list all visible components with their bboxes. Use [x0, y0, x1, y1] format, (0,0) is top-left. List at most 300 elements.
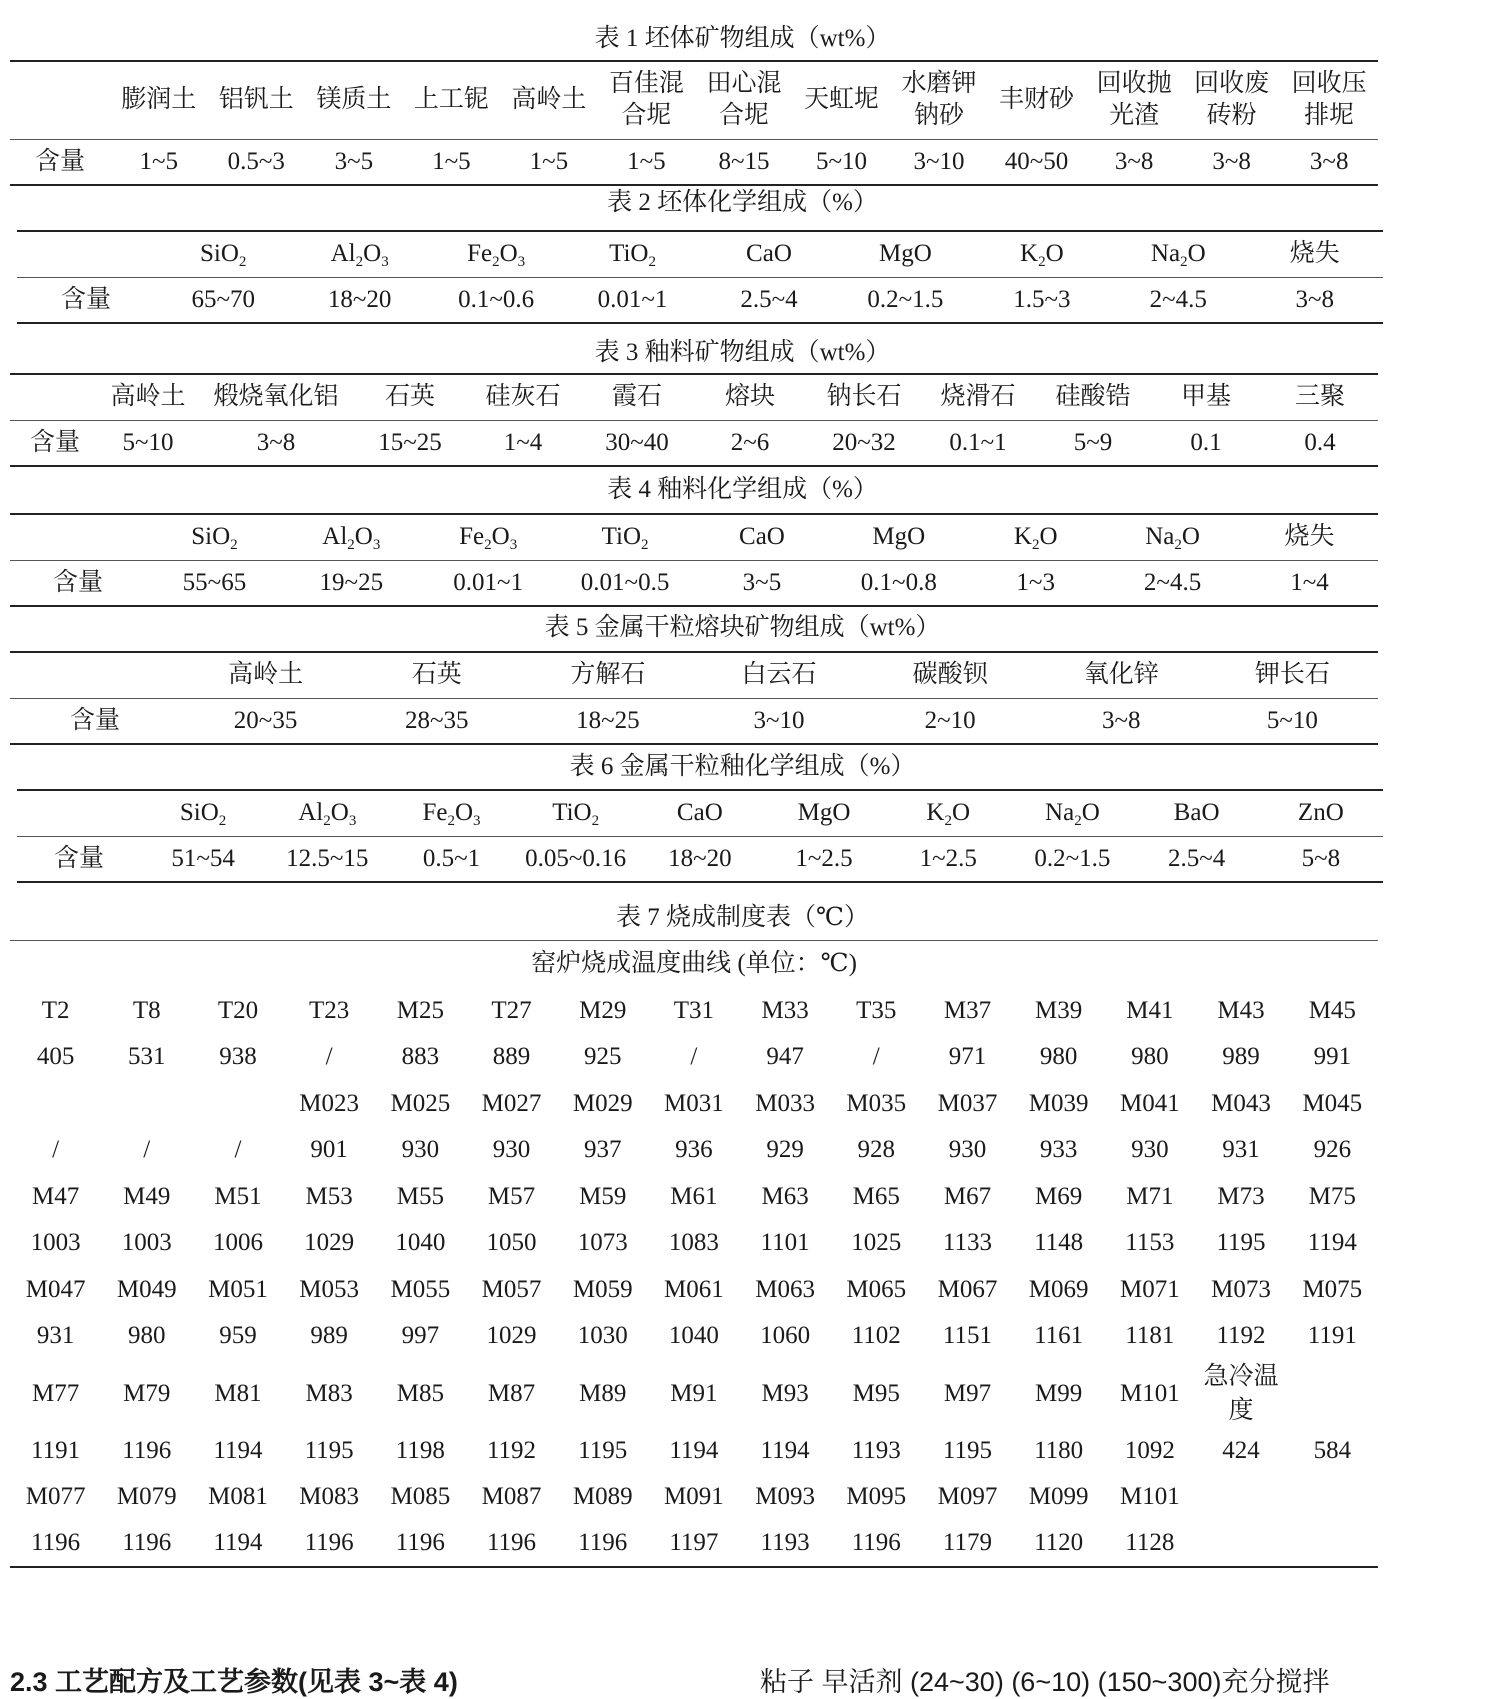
header-line: 合坭: [718, 102, 769, 130]
table7-cell: 405: [36, 1043, 75, 1071]
table7-cell: 584: [1313, 1436, 1352, 1464]
table7-cell: M057: [481, 1275, 542, 1303]
t1-header-cell: [208, 61, 306, 139]
t3-header-cell: 钠长石: [826, 383, 902, 411]
table7-cell: T2: [41, 996, 70, 1024]
table7-cell: /: [325, 1043, 333, 1071]
formula-subscript: 2: [1074, 813, 1082, 830]
table7-cell: M39: [1035, 996, 1083, 1024]
table7-cell: M53: [305, 1182, 353, 1210]
t1-header-cell: [1085, 61, 1183, 139]
table7-cell: M85: [396, 1379, 444, 1407]
header-line: ZnO: [1297, 799, 1344, 827]
t1-value-cell: 0.5~3: [227, 147, 285, 175]
t1-value-cell: 1~5: [432, 147, 471, 175]
table7-cell: M089: [572, 1483, 633, 1511]
t2-header-cell: [291, 231, 427, 277]
table7-cell: 1073: [577, 1229, 628, 1257]
t3-header-cell: 硅酸锆: [1055, 383, 1131, 411]
header-line: 镁质土: [316, 86, 392, 114]
t6-header-cell: [514, 790, 638, 836]
table6-caption: 表 6 金属干粒釉化学组成（%）: [569, 753, 916, 780]
formula-subscript: 2: [347, 537, 355, 554]
table7-cell: M89: [579, 1379, 627, 1407]
table7: [10, 940, 1378, 1568]
t3-header-cell: 硅灰石: [485, 383, 561, 411]
table7-cell: M033: [755, 1089, 815, 1117]
table7-cell: M91: [670, 1379, 718, 1407]
table2-caption: 表 2 坯体化学组成（%）: [607, 189, 878, 216]
table7-cell: M065: [846, 1275, 907, 1303]
table2-corner: [17, 231, 155, 277]
table7-cell: 930: [401, 1136, 440, 1164]
table7-cell: M023: [299, 1089, 360, 1117]
table7-cell: M71: [1126, 1182, 1174, 1210]
table6-row-label: 含量: [53, 844, 104, 872]
formula-part: O: [220, 240, 239, 268]
t4-header-cell: [283, 514, 420, 560]
t4-header-cell: [1104, 514, 1241, 560]
header-line: CaO: [676, 799, 723, 827]
table7-cell: 1148: [1034, 1229, 1084, 1257]
table7-cell: M093: [755, 1483, 815, 1511]
t2-header-cell: [155, 231, 291, 277]
table7-cell: M045: [1302, 1089, 1363, 1117]
table7-cell: M83: [305, 1379, 353, 1407]
table7-cell: 1050: [486, 1229, 537, 1257]
table7-cell: 1194: [1307, 1229, 1357, 1257]
table7-cell: M73: [1217, 1182, 1265, 1210]
t6-header-cell: [389, 790, 513, 836]
table7-cell: 991: [1313, 1043, 1352, 1071]
t2-header-cell: [428, 231, 564, 277]
formula-part: Na: [1145, 523, 1175, 551]
table7-cell: M067: [937, 1275, 998, 1303]
t1-header-cell: [695, 61, 793, 139]
t3-value-cell: 30~40: [605, 428, 669, 456]
t3-value-cell: 0.4: [1304, 428, 1336, 456]
t5-value-cell: 28~35: [404, 706, 469, 734]
header-line: CaO: [739, 523, 785, 551]
header-line: 光渣: [1109, 102, 1160, 130]
table7-cell: 989: [1222, 1043, 1260, 1071]
t3-header-cell: 石英: [384, 383, 435, 411]
t6-header-cell: [638, 790, 762, 836]
formula-subscript: 2: [484, 537, 492, 554]
table7-cell: 937: [583, 1136, 622, 1164]
table7-cell: M027: [481, 1089, 542, 1117]
table7-row: [10, 988, 1378, 1035]
formula-subscript: 2: [238, 254, 247, 271]
table7-cell: 1192: [486, 1436, 537, 1464]
formula-part: O: [1039, 523, 1058, 551]
table7-cell: M67: [943, 1182, 992, 1210]
t4-header-cell: [694, 514, 831, 560]
formula-subscript: 2: [355, 254, 364, 271]
table7-cell: M33: [761, 996, 809, 1024]
table7-cell: 980: [128, 1322, 166, 1350]
formula-part: Ti: [609, 240, 631, 268]
table6-corner: [17, 790, 141, 836]
header-line: MgO: [797, 799, 851, 827]
t4-value-cell: 3~5: [742, 568, 782, 596]
table7-row: [10, 1267, 1378, 1314]
table7-cell: 980: [1131, 1043, 1169, 1071]
formula-part: O: [1181, 523, 1200, 551]
header-line: 烧失: [1284, 523, 1335, 551]
t2-value-cell: 65~70: [191, 285, 255, 313]
table7-cell: [1195, 1474, 1286, 1521]
table7-cell: T20: [217, 996, 259, 1024]
t6-header-cell: [1135, 790, 1259, 836]
table7-cell: 1196: [122, 1529, 172, 1557]
t4-value-cell: 0.01~1: [453, 568, 524, 596]
table7-cell: 947: [766, 1043, 804, 1071]
table7-cell: /: [872, 1043, 880, 1071]
table7-cell: 1194: [213, 1436, 263, 1464]
table7-cell: M029: [572, 1089, 633, 1117]
table7-cell: M25: [396, 996, 444, 1024]
table7-cell: [1287, 1360, 1378, 1428]
t6-value-cell: 5~8: [1301, 844, 1341, 872]
table7-cell: 901: [310, 1136, 348, 1164]
t2-value-cell: 1.5~3: [1013, 285, 1071, 313]
footer-left: 2.3 工艺配方及工艺参数(见表 3~表 4): [10, 1667, 458, 1697]
table7-cell: 1193: [851, 1436, 901, 1464]
t4-value-cell: 1~3: [1016, 568, 1055, 596]
table7-cell: M073: [1211, 1275, 1271, 1303]
table7-cell: 1180: [1034, 1436, 1084, 1464]
table7-cell: 980: [1039, 1043, 1078, 1071]
table7-cell: 1060: [760, 1322, 811, 1350]
table1: [10, 60, 1378, 186]
table7-cell: 1030: [577, 1322, 628, 1350]
table7-cell: M59: [579, 1182, 627, 1210]
t3-value-cell: 20~32: [832, 428, 896, 456]
t4-header-cell: [557, 514, 694, 560]
table7-cell: 1195: [1216, 1229, 1266, 1257]
table7-cell: 1025: [851, 1229, 902, 1257]
formula-part: O: [630, 240, 649, 268]
t3-value-cell: 5~10: [122, 428, 174, 456]
table7-cell: 1195: [578, 1436, 628, 1464]
t1-header-cell: [305, 61, 403, 139]
table7-cell: 931: [1222, 1136, 1260, 1164]
table5-corner: [10, 652, 180, 698]
formula-part: O: [200, 799, 219, 827]
table7-cell: M61: [670, 1182, 718, 1210]
table7-cell: 931: [36, 1322, 75, 1350]
table3-caption: 表 3 釉料矿物组成（wt%）: [594, 339, 891, 366]
t1-value-cell: 3~8: [1114, 147, 1154, 175]
t1-header-cell: [598, 61, 696, 139]
formula-part: K: [926, 799, 945, 827]
formula-subscript: 2: [492, 254, 500, 271]
formula-part: O: [1045, 240, 1064, 268]
table5-caption: 表 5 金属干粒熔块矿物组成（wt%）: [544, 614, 941, 641]
header-line: 天虹坭: [803, 86, 879, 114]
table7-cell: 997: [401, 1322, 440, 1350]
table7-cell: M061: [664, 1275, 724, 1303]
table7-cell: M059: [572, 1275, 633, 1303]
table7-cell: M87: [487, 1379, 536, 1407]
table4-row-label: 含量: [52, 568, 103, 596]
table7-cell: M079: [116, 1483, 177, 1511]
formula-subscript: 3: [348, 813, 357, 830]
table7-cell: 1196: [486, 1529, 537, 1557]
t3-value-cell: 2~6: [730, 428, 770, 456]
table7-cell: M075: [1302, 1275, 1363, 1303]
table7-cell: 971: [948, 1043, 987, 1071]
table7-row: [10, 1313, 1378, 1360]
table7-cell: M097: [937, 1483, 998, 1511]
table7-cell: M75: [1308, 1182, 1356, 1210]
formula-part: O: [951, 799, 971, 827]
table7-cell: 1194: [760, 1436, 810, 1464]
table7-cell: 1003: [121, 1229, 172, 1257]
formula-subscript: 3: [517, 254, 526, 271]
table7-cell: M29: [579, 996, 627, 1024]
t6-header-cell: [886, 790, 1010, 836]
table7-cell: 1133: [942, 1229, 992, 1257]
t3-value-cell: 0.1: [1190, 428, 1222, 456]
formula-subscript: 3: [473, 813, 481, 830]
t1-header-cell: [1280, 61, 1378, 139]
table2: [17, 230, 1383, 324]
formula-subscript: 3: [381, 254, 389, 271]
t5-header-cell: 高岭土: [228, 661, 304, 689]
header-line: 回收抛: [1096, 70, 1172, 98]
table7-cell: 1192: [1216, 1322, 1266, 1350]
table7-row: [10, 1034, 1378, 1081]
table7-cell: M025: [390, 1089, 451, 1117]
t5-header-cell: 碳酸钡: [912, 661, 988, 689]
table7-cell: M041: [1119, 1089, 1180, 1117]
table7-cell: 1083: [668, 1229, 719, 1257]
t2-value-cell: 2.5~4: [740, 285, 798, 313]
formula-subscript: 2: [218, 813, 227, 830]
t2-value-cell: 0.01~1: [597, 285, 668, 313]
table7-cell: 1196: [31, 1529, 81, 1557]
table7-cell: M81: [214, 1379, 262, 1407]
table7-row: [10, 1521, 1378, 1568]
t5-value-cell: 20~35: [233, 706, 298, 734]
t4-value-cell: 0.01~0.5: [580, 568, 670, 596]
header-line: 砖粉: [1206, 102, 1257, 130]
t5-value-cell: 5~10: [1266, 706, 1318, 734]
t1-header-cell: [110, 61, 208, 139]
t6-value-cell: 1~2.5: [919, 844, 977, 872]
t6-value-cell: 0.2~1.5: [1034, 844, 1111, 872]
header-line: 烧失: [1289, 240, 1340, 268]
formula-part: Si: [200, 240, 221, 268]
table3-row-label: 含量: [29, 428, 80, 456]
formula-part: O: [622, 523, 642, 551]
formula-part: Ti: [552, 799, 574, 827]
table7-cell: M077: [25, 1483, 86, 1511]
table7-cell: M081: [208, 1483, 268, 1511]
table7-row: [10, 1174, 1378, 1221]
t5-value-cell: 3~10: [753, 706, 805, 734]
table7-cell: M51: [214, 1182, 262, 1210]
t1-value-cell: 1~5: [139, 147, 179, 175]
t6-header-cell: [1010, 790, 1134, 836]
t3-value-cell: 15~25: [378, 428, 442, 456]
t1-value-cell: 40~50: [1004, 147, 1069, 175]
table7-cell: T23: [309, 996, 350, 1024]
table7-cell: 883: [401, 1043, 440, 1071]
table7-cell: 1120: [1034, 1529, 1084, 1557]
table7-cell: M45: [1308, 996, 1356, 1024]
t6-value-cell: 2.5~4: [1167, 844, 1226, 872]
table7-cell: 930: [492, 1136, 531, 1164]
header-line: 排坭: [1304, 102, 1355, 130]
table7-cell: M101: [1119, 1483, 1180, 1511]
table7-cell: M047: [25, 1275, 86, 1303]
t5-value-cell: 3~8: [1102, 706, 1141, 734]
formula-subscript: 2: [1031, 537, 1040, 554]
t1-header-cell: [500, 61, 598, 139]
t2-value-cell: 0.2~1.5: [867, 285, 944, 313]
table7-cell: 1151: [942, 1322, 992, 1350]
t2-value-cell: 2~4.5: [1149, 285, 1207, 313]
table7-cell: M069: [1028, 1275, 1089, 1303]
t3-header-cell: 三聚: [1294, 383, 1345, 411]
t4-value-cell: 1~4: [1290, 568, 1329, 596]
table7-cell: M37: [943, 996, 992, 1024]
formula-part: Fe: [459, 523, 485, 551]
formula-subscript: 2: [944, 813, 952, 830]
formula-subscript: 2: [447, 813, 455, 830]
formula-part: Fe: [467, 240, 493, 268]
header-line: 膨润土: [121, 86, 197, 114]
t3-value-cell: 5~9: [1073, 428, 1113, 456]
formula-subscript: 2: [648, 254, 656, 271]
table7-cell: M031: [664, 1089, 724, 1117]
table7-cell: 424: [1222, 1436, 1260, 1464]
table7-cell: M049: [116, 1275, 177, 1303]
table7-cell: M053: [299, 1275, 360, 1303]
t1-header-cell: [1183, 61, 1281, 139]
table7-cell: [192, 1081, 283, 1128]
table7-cell: M79: [123, 1379, 171, 1407]
table7-cell: /: [690, 1043, 698, 1071]
table6: [17, 789, 1383, 883]
table7-cell: 1006: [212, 1229, 263, 1257]
header-line: 田心混: [706, 70, 782, 98]
header-line: MgO: [879, 240, 932, 268]
table7-cell: M47: [31, 1182, 80, 1210]
table7-cell: T31: [673, 996, 715, 1024]
table7-cell: 1194: [669, 1436, 719, 1464]
t3-value-cell: 0.1~1: [949, 428, 1007, 456]
table7-row: [10, 1360, 1378, 1428]
table7-cell: 1102: [851, 1322, 901, 1350]
t6-header-cell: [1259, 790, 1383, 836]
table7-cell: M63: [761, 1182, 809, 1210]
table7-cell: 1196: [851, 1529, 901, 1557]
table7-cell: M039: [1028, 1089, 1089, 1117]
footer-right: 粘子 早活剂 (24~30) (6~10) (150~300)充分搅拌: [760, 1667, 1330, 1697]
header-line: BaO: [1173, 799, 1220, 827]
formula-subscript: 2: [230, 537, 238, 554]
header-line: 百佳混: [608, 70, 684, 98]
header-line: 钠砂: [914, 102, 965, 130]
t4-value-cell: 0.1~0.8: [860, 568, 937, 596]
t6-value-cell: 18~20: [668, 844, 732, 872]
formula-part: K: [1013, 523, 1032, 551]
table7-cell: 930: [1131, 1136, 1169, 1164]
t5-header-cell: 白云石: [741, 661, 817, 689]
t4-header-cell: [967, 514, 1104, 560]
header-line: 水磨钾: [901, 70, 977, 98]
t2-header-cell: [974, 231, 1110, 277]
table7-cell: 929: [766, 1136, 804, 1164]
t1-value-cell: 8~15: [718, 147, 770, 175]
table7-cell: [1287, 1474, 1378, 1521]
table7-cell: 1092: [1124, 1436, 1175, 1464]
table7-cell: M051: [208, 1275, 268, 1303]
t6-header-cell: [141, 790, 265, 836]
table7-cell: [1287, 1521, 1378, 1568]
formula-part: O: [1187, 240, 1206, 268]
formula-part: O: [363, 240, 382, 268]
table7-cell: 1101: [760, 1229, 810, 1257]
formula-part: O: [491, 523, 510, 551]
header-line: 合坭: [621, 102, 672, 130]
t3-header-cell: 霞石: [611, 383, 662, 411]
formula-part: Al: [298, 799, 324, 827]
formula-part: Na: [1045, 799, 1075, 827]
table7-cell: 531: [128, 1043, 166, 1071]
table7-cell: 1161: [1034, 1322, 1084, 1350]
table7-cell: 1191: [1307, 1322, 1357, 1350]
table3: [10, 373, 1378, 467]
table7-cell: 925: [583, 1043, 622, 1071]
t3-header-cell: 煅烧氧化铝: [213, 383, 339, 411]
table7-cell: 1179: [942, 1529, 992, 1557]
table7-cell: T27: [491, 996, 532, 1024]
header-line: 高岭土: [511, 86, 587, 114]
table7-cell: 938: [219, 1043, 257, 1071]
table7-cell: 926: [1313, 1136, 1352, 1164]
t4-header-cell: [1241, 514, 1378, 560]
table7-cell: M93: [761, 1379, 809, 1407]
t4-value-cell: 2~4.5: [1143, 568, 1202, 596]
table7-cell: M087: [481, 1483, 542, 1511]
header-line: 丰财砂: [999, 86, 1075, 114]
table7-cell: M49: [123, 1182, 171, 1210]
formula-part: Na: [1150, 240, 1181, 268]
table7-cell: [10, 1081, 101, 1128]
t3-header-cell: 熔块: [724, 383, 775, 411]
table7-cell: 1191: [31, 1436, 81, 1464]
table7-cell: T8: [132, 996, 161, 1024]
t2-header-cell: [701, 231, 837, 277]
table7-cell: M083: [299, 1483, 360, 1511]
t5-value-cell: 18~25: [576, 706, 640, 734]
table7-cell: 1003: [30, 1229, 81, 1257]
table7-cell: /: [143, 1136, 151, 1164]
table7-cell: /: [52, 1136, 60, 1164]
t5-header-cell: 方解石: [570, 661, 646, 689]
table7-cell: 1040: [395, 1229, 446, 1257]
t1-header-cell: [988, 61, 1086, 139]
formula-part: O: [573, 799, 592, 827]
formula-subscript: 2: [641, 537, 649, 554]
header-line: MgO: [872, 523, 926, 551]
table7-cell: 928: [857, 1136, 896, 1164]
